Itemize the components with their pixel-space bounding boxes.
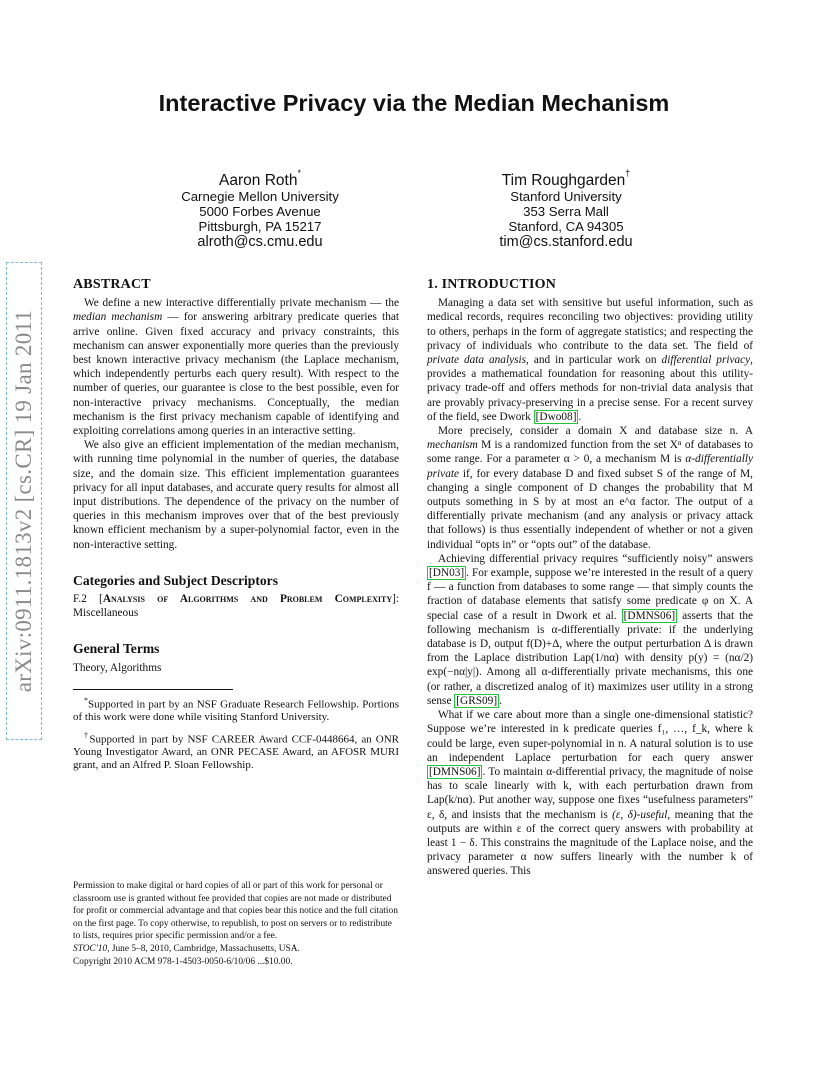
text-span: if, for every database D and fixed subset S of the range of M, changing a single component of D changes the probability that M outputs something in S by at most an e^α factor. The output of a differentially private mechanism (and any analysis or privacy attack that follows) is thus essentially independent of whether or not a given individual “opts in” or “opts out” of the database.	[427, 467, 753, 551]
author-name	[436, 164, 696, 190]
venue-details: June 5–8, 2010, Cambridge, Massachusetts, USA.	[109, 943, 300, 954]
author-name-text: Aaron Roth	[219, 172, 298, 189]
author-footnote-mark: †	[625, 168, 631, 178]
text-span: .	[578, 410, 582, 423]
author-email: tim@cs.stanford.edu	[499, 234, 633, 251]
text-span: asserts that the following mechanism is α-differentially private: if the underlying database is D, output f(D)+Δ, where the output perturbation Δ is drawn from the Laplace distribution Lap(1/nα) with density p(y) = (nα/2) exp(−nα|y|). Among all α-differentially private mechanisms, this one (or rather, a discretized analog of it) maximizes user utility in a strong sense	[427, 609, 753, 707]
text-span: More precisely, consider a domain X and database size n. A	[438, 425, 753, 438]
text-span: .	[499, 694, 502, 707]
intro-paragraph-3	[427, 552, 753, 708]
author-address-line-1: 353 Serra Mall	[523, 203, 609, 219]
venue-name: STOC'10,	[73, 943, 110, 954]
intro-paragraph-1	[427, 296, 753, 424]
author-address-line-2: Stanford, CA 94305	[508, 218, 624, 234]
general-terms-heading: General Terms	[73, 641, 160, 657]
text-span: . To maintain α-differential privacy, the magnitude of noise has to scale linearly with k, with each perturbation drawn from Lap(k/nα). Put another way, suppose one fixes “usefulness parameters” ε, δ, and insists that the mechanism is	[427, 765, 753, 821]
text-span: Achieving differential privacy requires “sufficiently noisy” answers	[438, 552, 753, 565]
author-block-1	[130, 164, 390, 251]
author-affiliation: Stanford University	[510, 189, 622, 204]
category-suffix: ]: Miscellaneous	[73, 593, 400, 620]
category-code: F.2 [	[73, 593, 103, 606]
emphasis: private data analysis	[427, 354, 527, 367]
author-block-2	[436, 164, 696, 251]
author-address-line-2: Pittsburgh, PA 15217	[198, 218, 322, 234]
paper-title: Interactive Privacy via the Median Mechanism	[158, 90, 670, 116]
author-affiliation: Carnegie Mellon University	[181, 189, 339, 204]
venue-line	[73, 943, 399, 956]
arxiv-identifier-stamp	[6, 262, 42, 740]
footnote-text: Supported in part by an NSF Graduate Research Fellowship. Portions of this work were done while visiting Stanford University.	[73, 698, 399, 724]
text-span: . For example, suppose we’re interested in the result of a query f — a function from databases to some range — that simply counts the fraction of database elements that satisfy some predicate φ on X. A special case of a result in Dwork et al.	[427, 567, 753, 622]
citation-link[interactable]: [DN03]	[429, 567, 465, 580]
left-column	[73, 278, 399, 771]
permission-notice	[73, 880, 399, 968]
author-name-text: Tim Roughgarden	[501, 172, 626, 189]
permission-text: Permission to make digital or hard copies of all or part of this work for personal or classroom use is granted without fee provided that copies are not made or distributed for profit or commercial advantage and that copies bear this notice and the full citation on the first page. To copy otherwise, to republish, to post on servers or to redistribute to lists, requires prior specific permission and/or a fee.	[73, 881, 398, 942]
arxiv-identifier: arXiv:0911.1813v2 [cs.CR] 19 Jan 2011	[11, 309, 36, 693]
category-description: Analysis of Algorithms and Problem Complexity	[102, 593, 393, 606]
text-span: , meaning that the outputs are within ε of the correct query answers with probability at least 1 − δ. This constrains the magnitude of the Laplace noise, and the privacy parameter α now suffers linearly with the number k of answered queries. This	[427, 808, 754, 878]
right-column	[427, 278, 753, 879]
author-address-line-1: 5000 Forbes Avenue	[199, 203, 321, 219]
footnote-rule	[73, 689, 233, 690]
footnote-mark: †	[84, 730, 90, 740]
citation-link[interactable]: [DMNS06]	[623, 609, 676, 622]
intro-paragraph-2	[427, 424, 753, 552]
intro-paragraph-4	[427, 708, 753, 878]
text-span: , provides a mathematical foundation for reasoning about this utility-privacy trade-off and offers methods for non-trivial data analysis that are provably privacy-preserving in a precise sense. For a recent survey of the field, see Dwork	[427, 354, 753, 423]
emphasis: median mechanism	[73, 311, 163, 324]
text-span: We define a new interactive differentially private mechanism — the	[84, 297, 399, 310]
text-span: M is a randomized function from the set Xⁿ of databases to some range. For a parameter α > 0, a mechanism M is	[427, 439, 753, 466]
abstract-paragraph-1	[73, 296, 399, 438]
emphasis: differential privacy	[661, 354, 751, 367]
categories-text	[73, 592, 399, 620]
text-span: — for answering arbitrary predicate queries that arrive online. Given fixed accuracy and privacy constraints, this mechanism can answer exponentially more queries than the previously best known interactive privacy mechanism (the Laplace mechanism, which independently perturbs each query result). With respect to the number of queries, our guarantee is close to the best possible, even for non-interactive privacy mechanisms. Conceptually, the median mechanism is the first privacy mechanism capable of identifying and exploiting correlations among queries in an interactive setting.	[73, 311, 400, 438]
author-name	[130, 164, 390, 190]
abstract-heading: ABSTRACT	[73, 277, 151, 292]
citation-link[interactable]: [GRS09]	[456, 694, 498, 707]
emphasis: (ε, δ)-useful	[612, 808, 668, 821]
citation-link[interactable]: [DMNS06]	[429, 765, 481, 778]
categories-heading: Categories and Subject Descriptors	[73, 572, 279, 588]
text-span: , and in particular work on	[526, 354, 662, 367]
general-terms-text: Theory, Algorithms	[73, 661, 162, 674]
text-span: What if we care about more than a single one-dimensional statistic? Suppose we’re interested in k predicate queries f₁, …, f_k, where k could be large, even super-polynomial in n. A natural solution is to use an independent Laplace perturbation for each query answer	[427, 709, 753, 764]
copyright-line: Copyright 2010 ACM 978-1-4503-0050-6/10/06 ...$10.00.	[73, 956, 293, 967]
emphasis: mechanism	[427, 439, 478, 452]
footnote-mark: *	[84, 695, 88, 705]
citation-link[interactable]: [Dwo08]	[535, 410, 577, 423]
emphasis: α-differentially private	[427, 453, 753, 480]
footnote-text: Supported in part by NSF CAREER Award CCF-0448664, an ONR Young Investigator Award, an ONR PECASE Award, an AFOSR MURI grant, and an Alfred P. Sloan Fellowship.	[73, 733, 400, 771]
abstract-paragraph-2: We also give an efficient implementation of the median mechanism, with running time polynomial in the number of queries, the database size, and the domain size. This efficient implementation guarantees privacy for all input databases, and accurate query results for almost all input distributions. The dependence of the privacy on the number of queries in this mechanism improves over that of the best previously known efficient mechanism by a super-polynomial factor, even in the non-interactive setting.	[73, 439, 399, 551]
author-footnote-mark: *	[297, 168, 301, 178]
text-span: Managing a data set with sensitive but useful information, such as medical records, requires reconciling two objectives: providing utility to others, perhaps in the form of aggregate statistics; and respecting the privacy of individuals who contribute to the data set. The field of	[427, 297, 753, 352]
introduction-heading: 1. INTRODUCTION	[427, 277, 557, 292]
footnote-2	[73, 730, 399, 771]
footnote-1	[73, 695, 399, 724]
author-email: alroth@cs.cmu.edu	[197, 234, 323, 251]
